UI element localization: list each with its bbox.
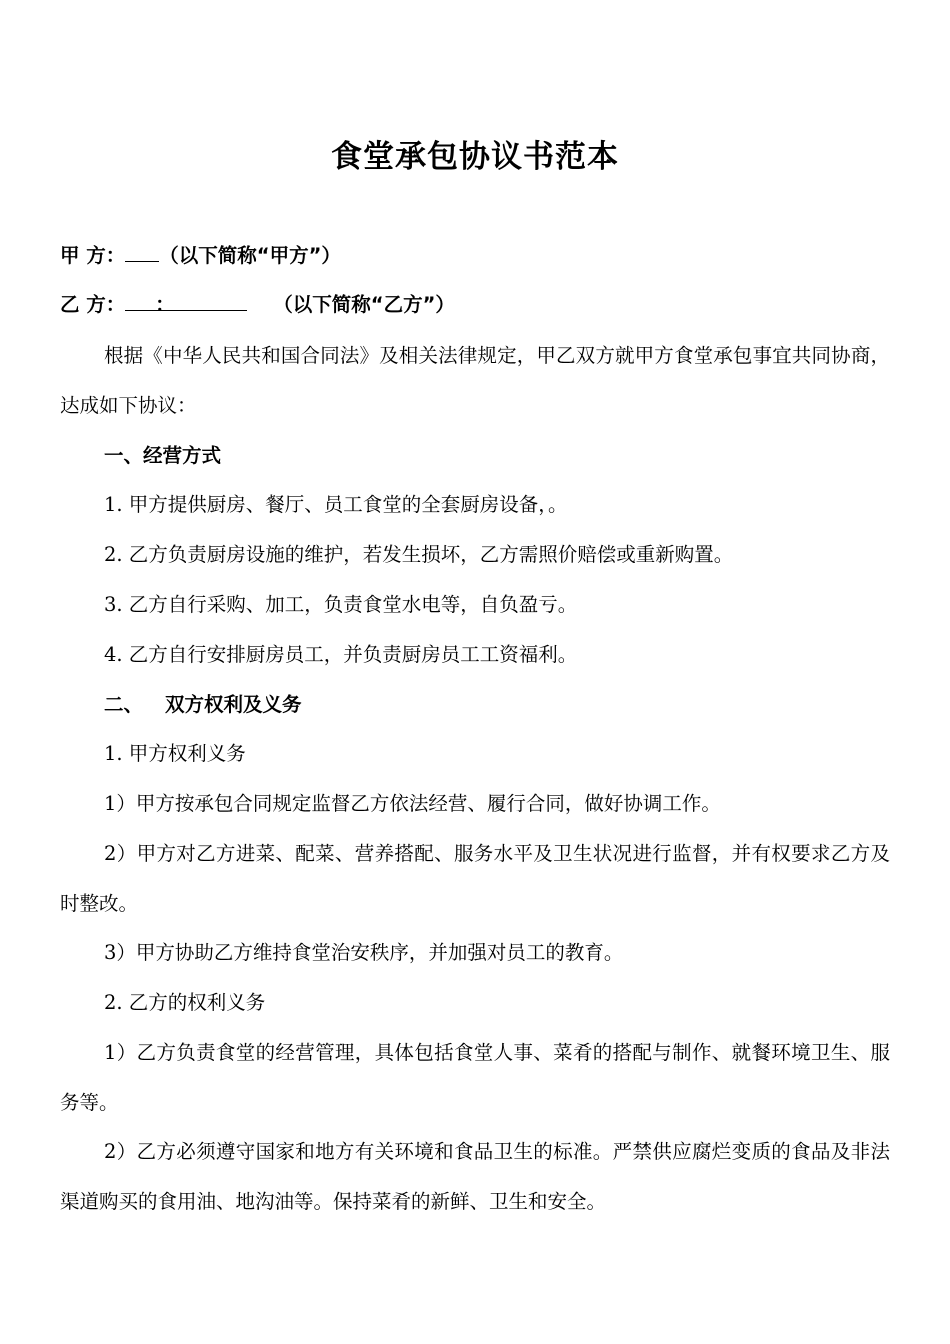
party-a-line bbox=[60, 241, 341, 271]
document-title: 食堂承包协议书范本 bbox=[331, 139, 619, 175]
section-2-heading bbox=[104, 690, 302, 720]
subsection-title: 2. 乙方的权利义务 bbox=[104, 991, 266, 1014]
party-b-blank-text: ： bbox=[155, 293, 175, 316]
subsection-item: 3）甲方协助乙方维持食堂治安秩序，并加强对员工的教育。 bbox=[104, 941, 624, 964]
section-2-heading-text: 双方权利及义务 bbox=[165, 693, 302, 716]
section-1-heading: 一、经营方式 bbox=[104, 444, 222, 467]
party-a-label: 甲 方： bbox=[60, 244, 126, 267]
subsection-item: 2）乙方必须遵守国家和地方有关环境和食品卫生的标准。严禁供应腐烂变质的食品及非法渠道购买的食用油、地沟油等。保持菜肴的新鲜、卫生和安全。 bbox=[60, 1140, 890, 1213]
party-b-line bbox=[60, 290, 455, 320]
section-1-item: 3. 乙方自行采购、加工，负责食堂水电等，自负盈亏。 bbox=[104, 593, 578, 616]
section-1-item: 2. 乙方负责厨房设施的维护，若发生损坏，乙方需照价赔偿或重新购置。 bbox=[104, 543, 734, 566]
section-2-number: 二、 bbox=[104, 693, 144, 716]
party-a-suffix: （以下简称“甲方”） bbox=[159, 244, 341, 267]
party-a-blank bbox=[125, 241, 159, 262]
subsection-item: 1）乙方负责食堂的经营管理，具体包括食堂人事、菜肴的搭配与制作、就餐环境卫生、服务等。 bbox=[60, 1041, 890, 1114]
subsection-item: 1）甲方按承包合同规定监督乙方依法经营、履行合同，做好协调工作。 bbox=[104, 792, 721, 815]
party-b-suffix: （以下简称“乙方”） bbox=[273, 293, 455, 316]
section-1-item: 1. 甲方提供厨房、餐厅、员工食堂的全套厨房设备，。 bbox=[104, 493, 568, 516]
party-b-blank bbox=[125, 290, 247, 316]
party-b-label: 乙 方： bbox=[60, 293, 126, 316]
subsection-title: 1. 甲方权利义务 bbox=[104, 742, 246, 765]
intro-paragraph: 根据《中华人民共和国合同法》及相关法律规定，甲乙双方就甲方食堂承包事宜共同协商，达成如下协议： bbox=[60, 344, 890, 417]
subsection-item: 2）甲方对乙方进菜、配菜、营养搭配、服务水平及卫生状况进行监督，并有权要求乙方及时整改。 bbox=[60, 842, 890, 915]
section-1-item: 4. 乙方自行安排厨房员工，并负责厨房员工工资福利。 bbox=[104, 643, 578, 666]
